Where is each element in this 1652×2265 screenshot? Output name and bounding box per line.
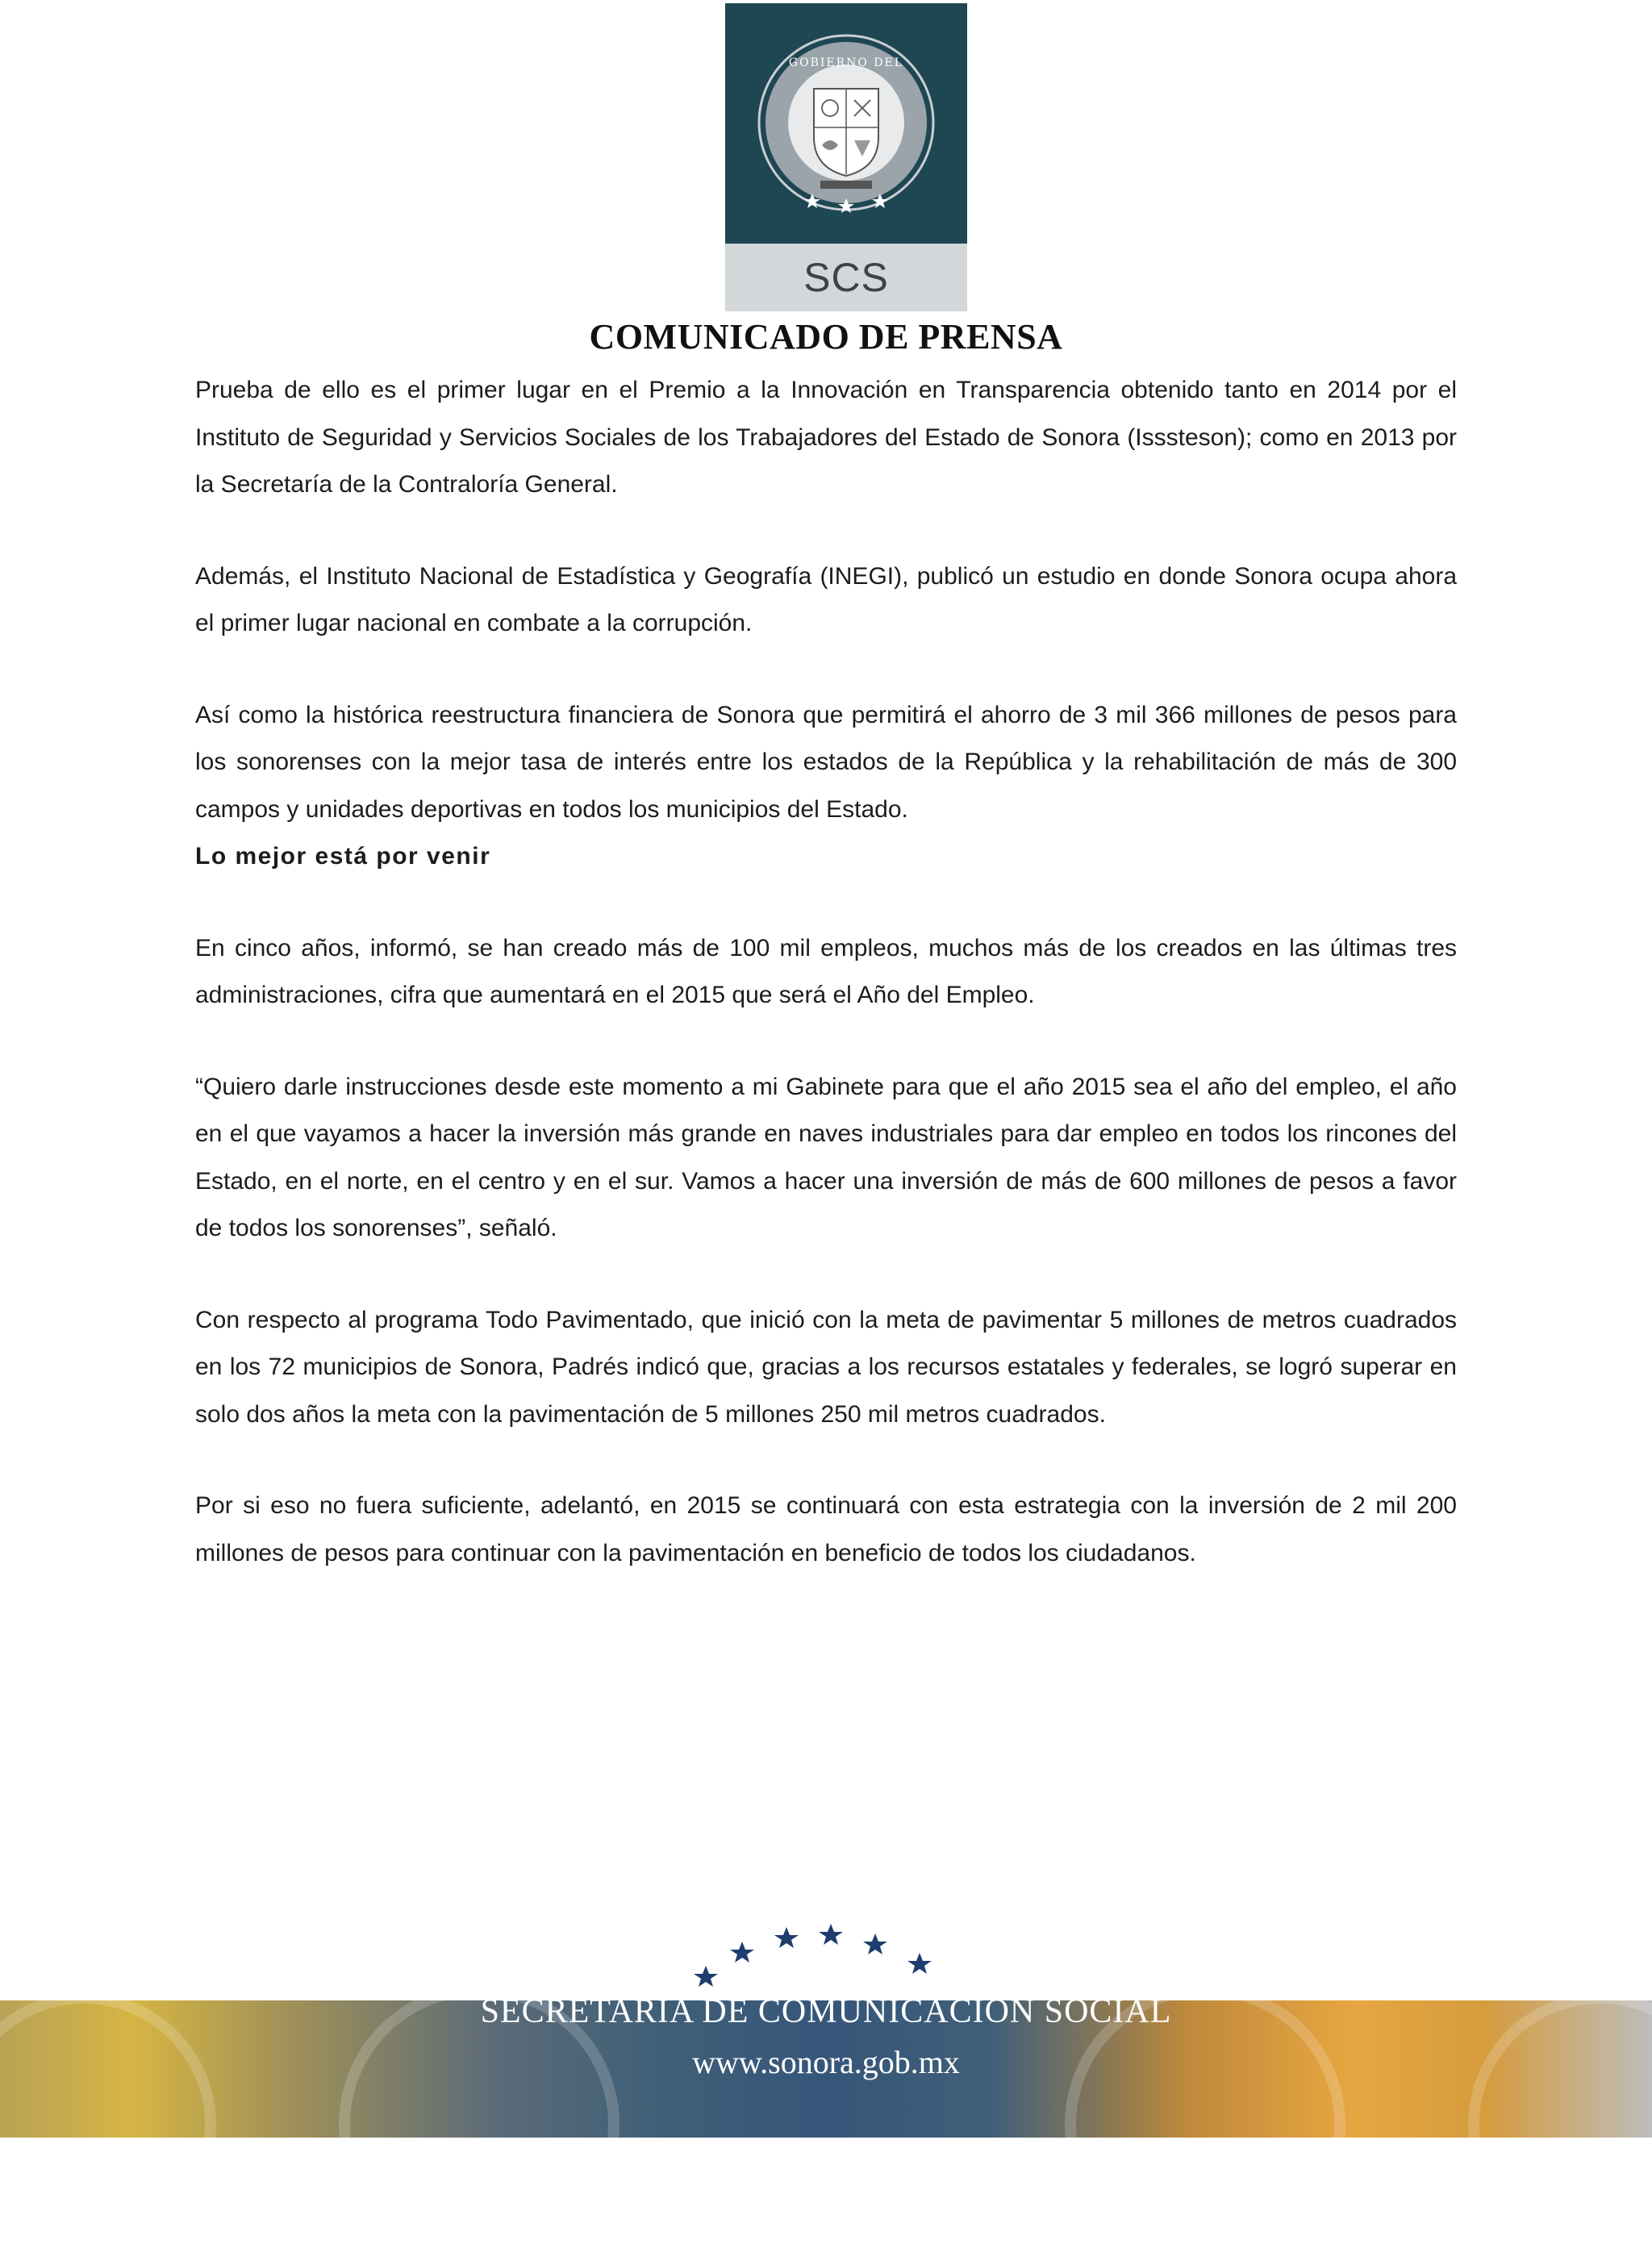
watermark-seal-icon [1468,1992,1652,2257]
footer-website-link[interactable]: www.sonora.gob.mx [692,2044,960,2080]
header-logo [725,3,967,311]
logo-teal-panel [725,3,967,244]
state-seal-icon [756,32,937,213]
paragraph: Por si eso no fuera suficiente, adelantó, en 2015 se continuará con esta estrategia con la inversión de 2 mil 200 millones de pesos para continuar con la pavimentación en beneficio de todos los ciudadanos. [195,1492,1457,1566]
logo-gray-panel [725,244,967,311]
section-heading: Lo mejor está por venir [195,843,491,870]
article-body [195,367,1457,1577]
logo-abbreviation: SCS [803,255,889,300]
paragraph: Así como la histórica reestructura financiera de Sonora que permitirá el ahorro de 3 mil 366 millones de pesos para los sonorenses con la mejor tasa de interés entre los estados de la República y la rehabilitación de más de 300 campos y unidades deportivas en todos los municipios del Estado. [195,701,1457,823]
watermark-seal-icon [0,1992,216,2257]
paragraph: Además, el Instituto Nacional de Estadística y Geografía (INEGI), publicó un estudio en donde Sonora ocupa ahora el primer lugar nacional en combate a la corrupción. [195,562,1457,636]
stars-arc-icon [686,1916,968,2004]
paragraph: “Quiero darle instrucciones desde este momento a mi Gabinete para que el año 2015 sea el año del empleo, el año en el que vayamos a hacer la inversión más grande en naves industriales para dar empleo en todos los rincones del Estado, en el norte, en el centro y en el sur. Vamos a hacer una inversión de más de 600 millones de pesos a favor de todos los sonorenses”, señaló. [195,1073,1457,1241]
footer-agency-name: SECRETARIA DE COMUNICACION SOCIAL [480,1993,1172,2030]
paragraph: En cinco años, informó, se han creado más de 100 mil empleos, muchos más de los creados en las últimas tres administraciones, cifra que aumentará en el 2015 que será el Año del Empleo. [195,934,1457,1008]
paragraph: Con respecto al programa Todo Pavimentado, que inició con la meta de pavimentar 5 millones de metros cuadrados en los 72 municipios de Sonora, Padrés indicó que, gracias a los recursos estatales y federales, se logró superar en solo dos años la meta con la pavimentación de 5 millones 250 mil metros cuadrados. [195,1306,1457,1428]
press-release-title: COMUNICADO DE PRENSA [589,317,1063,357]
paragraph: Prueba de ello es el primer lugar en el Premio a la Innovación en Transparencia obtenido tanto en 2014 por el Instituto de Seguridad y Servicios Sociales de los Trabajadores del Estado de Sonora (Isssteson); como en 2013 por la Secretaría de la Contraloría General. [195,377,1457,498]
svg-text:GOBIERNO DEL: GOBIERNO DEL [788,56,904,69]
